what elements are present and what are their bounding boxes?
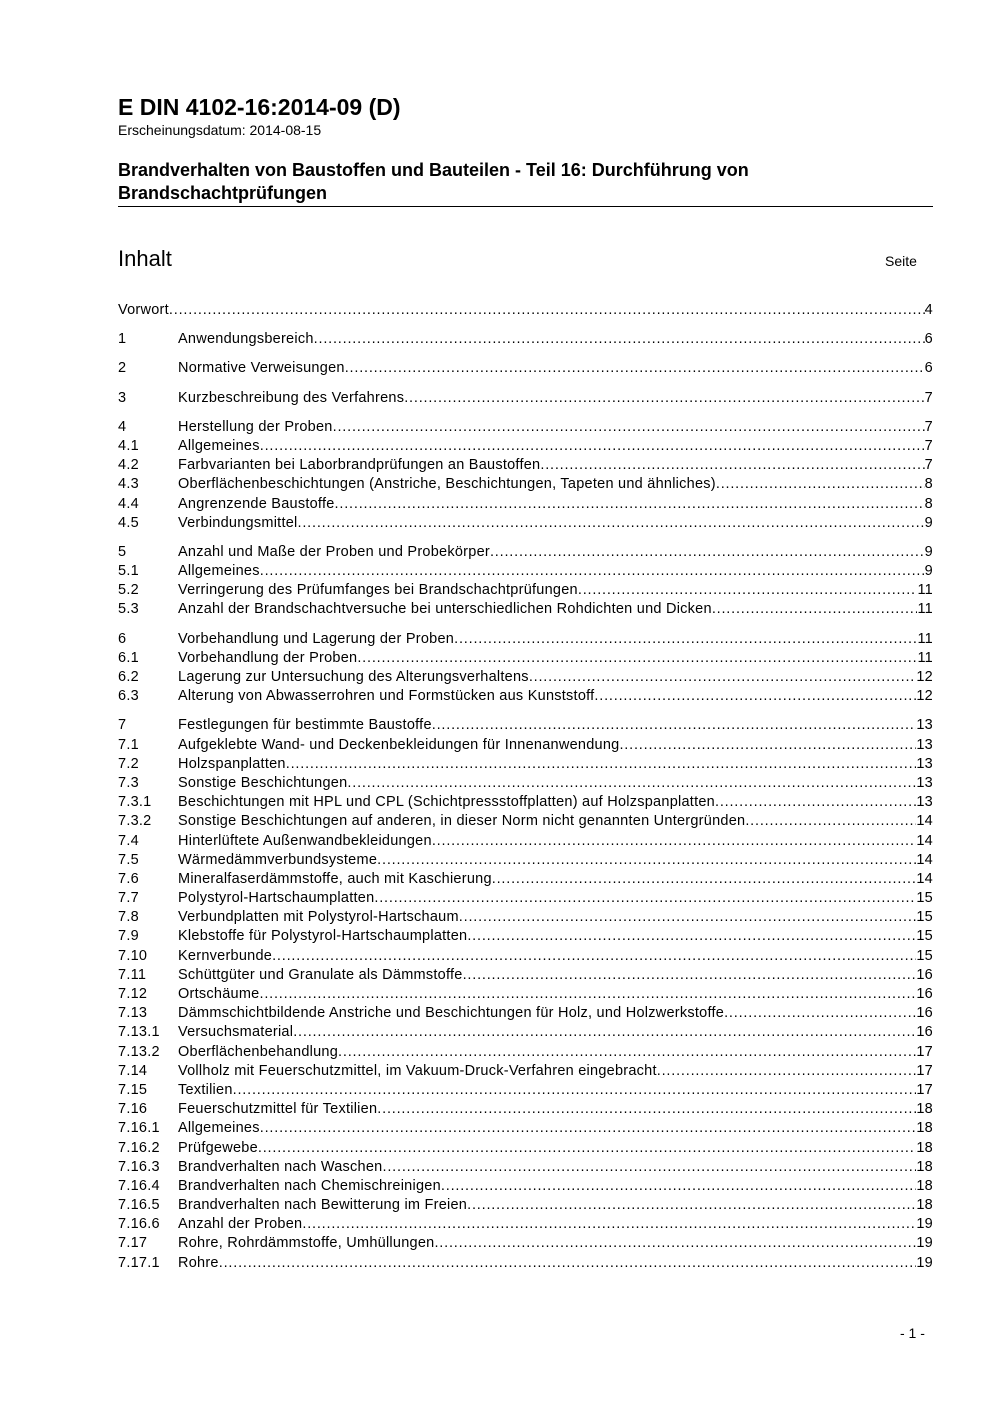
toc-entry-number: 7.16.3 — [118, 1158, 160, 1175]
toc-entry-title: Rohre, Rohrdämmstoffe, Umhüllungen — [178, 1235, 435, 1252]
toc-dot-leader — [724, 1004, 916, 1023]
toc-entry[interactable] — [118, 330, 933, 349]
toc-entry[interactable] — [118, 851, 933, 870]
toc-entry[interactable] — [118, 600, 933, 619]
toc-entry-number: 7.16.2 — [118, 1139, 160, 1156]
toc-dot-leader — [293, 1023, 916, 1042]
toc-entry-title: Lagerung zur Untersuchung des Alterungsverhaltens — [178, 669, 529, 685]
toc-entry-line — [178, 1139, 933, 1158]
toc-entry[interactable] — [118, 301, 933, 320]
toc-entry-number: 7.10 — [118, 947, 148, 964]
toc-entry-title: Schüttgüter und Granulate als Dämmstoffe — [178, 966, 463, 983]
toc-entry-line — [178, 359, 933, 378]
toc-entry-number: 7.2 — [118, 755, 139, 772]
toc-dot-leader — [260, 1119, 917, 1138]
toc-entry-page: 14 — [916, 870, 933, 887]
toc-entry-page: 7 — [924, 389, 933, 406]
toc-dot-leader — [258, 1139, 916, 1158]
toc-entry-line — [178, 927, 933, 946]
page-number: - 1 - — [900, 1325, 925, 1341]
toc-entry-page: 11 — [917, 649, 933, 666]
toc-entry-line — [178, 581, 933, 600]
toc-entry-number: 7.9 — [118, 928, 139, 945]
toc-entry-number: 7.13.2 — [118, 1043, 160, 1060]
toc-entry-line — [178, 418, 933, 437]
toc-dot-leader — [467, 927, 916, 946]
toc-entry-number: 7.13.1 — [118, 1024, 160, 1041]
toc-entry[interactable] — [118, 543, 933, 562]
toc-entry-title: Textilien — [178, 1081, 233, 1098]
toc-entry[interactable] — [118, 889, 933, 908]
toc-entry-number: 5.3 — [118, 601, 139, 618]
toc-entry-line — [178, 495, 933, 514]
toc-entry[interactable] — [118, 456, 933, 475]
toc-entry-page: 9 — [924, 543, 933, 560]
toc-dot-leader — [314, 330, 925, 349]
toc-entry-title: Vorwort — [118, 302, 169, 318]
toc-entry-title: Aufgeklebte Wand- und Deckenbekleidungen für Innenanwendung — [178, 736, 620, 753]
toc-entry-number: 7.3 — [118, 774, 139, 791]
toc-entry-page: 13 — [916, 717, 933, 734]
toc-entry[interactable] — [118, 389, 933, 408]
toc-entry-line — [178, 1254, 933, 1273]
toc-entry-page: 8 — [924, 495, 933, 512]
toc-entry-number: 7.5 — [118, 851, 139, 868]
toc-dot-leader — [233, 1081, 917, 1100]
toc-entry-page: 19 — [916, 1254, 933, 1271]
toc-dot-leader — [219, 1254, 917, 1273]
toc-entry-page: 15 — [916, 947, 933, 964]
publication-date: Erscheinungsdatum: 2014-08-15 — [118, 122, 322, 138]
toc-entry[interactable] — [118, 985, 933, 1004]
toc-entry-title: Prüfgewebe — [178, 1139, 258, 1156]
toc-entry-line — [178, 774, 933, 793]
document-title: Brandverhalten von Baustoffen und Bauteilen - Teil 16: Durchführung von Brandschachtprüfungen — [118, 160, 749, 203]
toc-entry-page: 16 — [916, 986, 933, 1002]
toc-entry[interactable] — [118, 716, 933, 735]
toc-entry-title: Angrenzende Baustoffe — [178, 495, 335, 512]
toc-entry-number: 7.7 — [118, 890, 139, 907]
toc-entry-title: Oberflächenbehandlung — [178, 1043, 339, 1060]
toc-dot-leader — [377, 851, 916, 870]
toc-dot-leader — [298, 514, 925, 533]
toc-entry[interactable] — [118, 736, 933, 755]
toc-entry[interactable] — [118, 870, 933, 889]
toc-entry-line — [178, 330, 933, 349]
toc-entry-line — [178, 947, 933, 966]
toc-entry-number: 7.16.4 — [118, 1177, 160, 1194]
toc-entry-line — [178, 736, 933, 755]
toc-entry-line — [178, 543, 933, 562]
toc-entry-title: Kernverbunde — [178, 947, 273, 964]
toc-entry-number: 1 — [118, 331, 127, 348]
toc-entry[interactable] — [118, 687, 933, 706]
toc-entry-number: 7.16.6 — [118, 1216, 160, 1233]
toc-entry-number: 7.1 — [118, 736, 139, 753]
toc-entry-page: 14 — [916, 813, 933, 830]
toc-entry-line — [178, 812, 933, 831]
toc-entry-line — [118, 301, 933, 320]
toc-entry[interactable] — [118, 359, 933, 378]
toc-entry-title: Alterung von Abwasserrohren und Formstücken aus Kunststoff — [178, 688, 595, 705]
toc-dot-leader — [529, 668, 917, 687]
toc-dot-leader — [338, 1043, 916, 1062]
toc-entry-number: 6.1 — [118, 649, 139, 666]
toc-entry-number: 4.1 — [118, 437, 139, 454]
toc-entry-title: Dämmschichtbildende Anstriche und Beschichtungen für Holz, und Holzwerkstoffe — [178, 1005, 725, 1022]
toc-entry-page: 19 — [916, 1235, 933, 1252]
toc-entry-page: 18 — [916, 1120, 933, 1137]
toc-entry-title: Versuchsmaterial — [178, 1024, 294, 1041]
toc-entry-line — [178, 851, 933, 870]
toc-dot-leader — [383, 1158, 917, 1177]
toc-entry-title: Festlegungen für bestimmte Baustoffe — [178, 717, 432, 734]
toc-entry-number: 7.4 — [118, 832, 139, 849]
toc-entry-title: Sonstige Beschichtungen auf anderen, in dieser Norm nicht genannten Untergründen — [178, 813, 746, 830]
toc-dot-leader — [463, 966, 917, 985]
toc-entry-title: Kurzbeschreibung des Verfahrens — [178, 389, 405, 406]
toc-entry-line — [178, 832, 933, 851]
toc-dot-leader — [712, 600, 918, 619]
toc-entry-page: 17 — [916, 1062, 933, 1079]
toc-entry[interactable] — [118, 1139, 933, 1158]
toc-entry-title: Vorbehandlung der Proben — [178, 649, 358, 666]
toc-entry-line — [178, 966, 933, 985]
toc-dot-leader — [492, 870, 917, 889]
toc-entry-number: 7.17 — [118, 1235, 148, 1252]
toc-entry-page: 6 — [924, 331, 933, 348]
toc-entry[interactable] — [118, 437, 933, 456]
toc-entry-title: Polystyrol-Hartschaumplatten — [178, 890, 375, 907]
toc-entry-number: 7 — [118, 717, 127, 734]
toc-dot-leader — [357, 649, 917, 668]
toc-entry-title: Allgemeines — [178, 1120, 260, 1137]
toc-entry-number: 6.2 — [118, 669, 139, 685]
toc-entry[interactable] — [118, 1119, 933, 1138]
toc-entry-line — [178, 668, 933, 687]
toc-entry[interactable] — [118, 581, 933, 600]
toc-entry-line — [178, 793, 933, 812]
document-id: E DIN 4102-16:2014-09 (D) — [118, 94, 401, 120]
toc-entry-number: 5 — [118, 543, 127, 560]
toc-dot-leader — [335, 495, 925, 514]
toc-entry[interactable] — [118, 1004, 933, 1023]
toc-entry-number: 5.2 — [118, 582, 139, 599]
toc-dot-leader — [434, 1234, 916, 1253]
toc-dot-leader — [260, 437, 925, 456]
toc-entry[interactable] — [118, 793, 933, 812]
toc-entry-line — [178, 716, 933, 735]
toc-entry[interactable] — [118, 1043, 933, 1062]
toc-page-column-label: Seite — [885, 253, 917, 269]
toc-entry-line — [178, 1215, 933, 1234]
toc-entry[interactable] — [118, 668, 933, 687]
toc-entry-number: 7.13 — [118, 1005, 148, 1022]
toc-entry-number: 7.3.1 — [118, 794, 152, 811]
toc-dot-leader — [272, 947, 916, 966]
toc-entry-page: 18 — [916, 1101, 933, 1118]
toc-entry-page: 16 — [916, 1024, 933, 1041]
toc-entry[interactable] — [118, 1062, 933, 1081]
toc-entry-line — [178, 1234, 933, 1253]
toc-entry-page: 9 — [924, 563, 933, 580]
toc-entry[interactable] — [118, 908, 933, 927]
toc-entry-line — [178, 755, 933, 774]
title-divider — [118, 206, 933, 207]
toc-entry[interactable] — [118, 755, 933, 774]
toc-entry-page: 13 — [916, 794, 933, 811]
toc-dot-leader — [594, 687, 916, 706]
toc-entry[interactable] — [118, 832, 933, 851]
toc-entry-page: 9 — [924, 514, 933, 531]
toc-entry-title: Verringerung des Prüfumfanges bei Brandschachtprüfungen — [178, 582, 578, 599]
toc-dot-leader — [169, 301, 925, 320]
toc-entry-line — [178, 630, 933, 649]
toc-entry-line — [178, 1177, 933, 1196]
toc-entry[interactable] — [118, 1215, 933, 1234]
toc-entry-page: 17 — [916, 1081, 933, 1098]
toc-dot-leader — [467, 1196, 916, 1215]
toc-entry-title: Brandverhalten nach Waschen — [178, 1158, 383, 1175]
toc-entry-page: 14 — [916, 851, 933, 868]
toc-entry-number: 7.6 — [118, 870, 139, 887]
toc-entry-page: 11 — [917, 582, 933, 599]
toc-entry[interactable] — [118, 1158, 933, 1177]
toc-dot-leader — [745, 812, 916, 831]
toc-entry-line — [178, 514, 933, 533]
toc-entry-line — [178, 1100, 933, 1119]
toc-entry-number: 7.3.2 — [118, 813, 152, 830]
toc-dot-leader — [377, 1100, 916, 1119]
toc-entry-number: 7.8 — [118, 909, 139, 926]
toc-dot-leader — [716, 475, 925, 494]
toc-dot-leader — [286, 755, 917, 774]
toc-entry-title: Anzahl der Proben — [178, 1216, 303, 1233]
toc-heading: Inhalt — [118, 246, 172, 271]
toc-entry-page: 14 — [916, 832, 933, 849]
toc-entry-title: Brandverhalten nach Chemischreinigen — [178, 1177, 441, 1194]
toc-entry-page: 7 — [924, 418, 933, 435]
toc-dot-leader — [490, 543, 925, 562]
toc-entry[interactable] — [118, 1081, 933, 1100]
toc-entry[interactable] — [118, 1177, 933, 1196]
toc-dot-leader — [260, 562, 925, 581]
toc-entry[interactable] — [118, 630, 933, 649]
toc-entry-number: 3 — [118, 389, 127, 406]
toc-entry-line — [178, 1196, 933, 1215]
toc-entry[interactable] — [118, 495, 933, 514]
toc-entry-page: 13 — [916, 736, 933, 753]
toc-entry-line — [178, 1062, 933, 1081]
toc-entry-number: 5.1 — [118, 563, 139, 580]
toc-entry-page: 19 — [916, 1216, 933, 1233]
toc-dot-leader — [619, 736, 916, 755]
toc-entry-page: 11 — [917, 601, 933, 618]
toc-entry-number: 7.16.1 — [118, 1120, 160, 1137]
toc-entry-number: 7.16.5 — [118, 1197, 160, 1214]
toc-entry-title: Verbundplatten mit Polystyrol-Hartschaum — [178, 909, 459, 926]
toc-entry[interactable] — [118, 927, 933, 946]
toc-entry-title: Anzahl der Brandschachtversuche bei unterschiedlichen Rohdichten und Dicken — [178, 601, 712, 618]
toc-entry-title: Rohre — [178, 1254, 219, 1271]
toc-dot-leader — [715, 793, 916, 812]
toc-entry-number: 6 — [118, 630, 127, 647]
table-of-contents — [118, 301, 933, 1273]
toc-dot-leader — [432, 832, 917, 851]
toc-entry-title: Farbvarianten bei Laborbrandprüfungen an Baustoffen — [178, 457, 541, 474]
toc-dot-leader — [459, 908, 917, 927]
toc-dot-leader — [345, 359, 925, 378]
toc-dot-leader — [404, 389, 924, 408]
toc-entry-title: Anwendungsbereich — [178, 331, 314, 348]
toc-entry-page: 16 — [916, 966, 933, 983]
toc-dot-leader — [333, 418, 925, 437]
toc-entry[interactable] — [118, 1234, 933, 1253]
toc-entry-title: Vollholz mit Feuerschutzmittel, im Vakuum-Druck-Verfahren eingebracht — [178, 1062, 657, 1079]
toc-entry-title: Anzahl und Maße der Proben und Probekörper — [178, 543, 490, 560]
toc-entry[interactable] — [118, 418, 933, 437]
toc-entry-line — [178, 389, 933, 408]
toc-entry-line — [178, 1081, 933, 1100]
toc-entry-title: Vorbehandlung und Lagerung der Proben — [178, 630, 455, 647]
toc-entry-line — [178, 1043, 933, 1062]
toc-entry-line — [178, 475, 933, 494]
toc-entry-number: 7.11 — [118, 966, 147, 983]
toc-entry-title: Klebstoffe für Polystyrol-Hartschaumplatten — [178, 928, 468, 945]
toc-entry-line — [178, 1158, 933, 1177]
toc-entry-title: Sonstige Beschichtungen — [178, 774, 348, 791]
toc-entry-title: Allgemeines — [178, 563, 260, 580]
toc-entry-page: 13 — [916, 774, 933, 791]
toc-entry-page: 12 — [916, 688, 933, 705]
toc-entry-title: Verbindungsmittel — [178, 514, 298, 531]
toc-entry-page: 7 — [924, 437, 933, 454]
toc-entry-number: 4.3 — [118, 476, 139, 493]
toc-entry-line — [178, 562, 933, 581]
toc-dot-leader — [441, 1177, 916, 1196]
toc-entry-line — [178, 1023, 933, 1042]
toc-entry[interactable] — [118, 774, 933, 793]
toc-entry-page: 18 — [916, 1139, 933, 1156]
toc-dot-leader — [259, 985, 916, 1004]
toc-entry-number: 4 — [118, 418, 127, 435]
toc-entry-line — [178, 870, 933, 889]
toc-dot-leader — [454, 630, 917, 649]
toc-entry-line — [178, 908, 933, 927]
toc-entry-page: 15 — [916, 890, 933, 907]
toc-entry-title: Hinterlüftete Außenwandbekleidungen — [178, 832, 432, 849]
toc-entry-title: Normative Verweisungen — [178, 360, 345, 377]
toc-entry-line — [178, 1004, 933, 1023]
toc-entry-page: 18 — [916, 1177, 933, 1194]
toc-entry[interactable] — [118, 812, 933, 831]
toc-entry[interactable] — [118, 475, 933, 494]
toc-entry-title: Brandverhalten nach Bewitterung im Freien — [178, 1197, 468, 1214]
toc-entry-page: 8 — [924, 476, 933, 493]
toc-entry-title: Mineralfaserdämmstoffe, auch mit Kaschierung — [178, 870, 492, 887]
toc-entry-line — [178, 456, 933, 475]
toc-entry[interactable] — [118, 1023, 933, 1042]
toc-entry-number: 7.14 — [118, 1062, 148, 1079]
toc-entry-page: 6 — [924, 360, 933, 377]
toc-dot-leader — [432, 716, 917, 735]
toc-entry-title: Oberflächenbeschichtungen (Anstriche, Beschichtungen, Tapeten und ähnliches) — [178, 476, 716, 493]
toc-entry-title: Wärmedämmverbundsysteme — [178, 851, 378, 868]
toc-entry-line — [178, 889, 933, 908]
toc-entry-line — [178, 649, 933, 668]
toc-entry-title: Herstellung der Proben — [178, 418, 333, 435]
toc-entry[interactable] — [118, 562, 933, 581]
toc-entry-number: 4.2 — [118, 457, 139, 474]
toc-entry-number: 2 — [118, 360, 127, 377]
toc-entry-line — [178, 1119, 933, 1138]
toc-dot-leader — [540, 456, 924, 475]
toc-entry-number: 7.17.1 — [118, 1254, 160, 1271]
toc-entry-page: 18 — [916, 1197, 933, 1214]
toc-entry-title: Feuerschutzmittel für Textilien — [178, 1101, 378, 1118]
toc-entry-page: 12 — [916, 669, 933, 685]
toc-entry[interactable] — [118, 649, 933, 668]
toc-entry-number: 7.15 — [118, 1081, 148, 1098]
toc-dot-leader — [374, 889, 916, 908]
toc-entry-line — [178, 985, 933, 1004]
toc-entry-number: 7.16 — [118, 1101, 148, 1118]
toc-entry-title: Beschichtungen mit HPL und CPL (Schichtpressstoffplatten) auf Holzspanplatten — [178, 794, 715, 811]
toc-entry-page: 7 — [924, 457, 933, 474]
toc-entry-page: 13 — [916, 755, 933, 772]
toc-entry-page: 11 — [917, 630, 933, 647]
toc-entry-title: Holzspanplatten — [178, 755, 286, 772]
toc-entry[interactable] — [118, 1100, 933, 1119]
toc-entry[interactable] — [118, 947, 933, 966]
toc-dot-leader — [302, 1215, 916, 1234]
toc-entry-page: 4 — [924, 302, 933, 318]
toc-entry-page: 15 — [916, 909, 933, 926]
toc-entry[interactable] — [118, 966, 933, 985]
toc-dot-leader — [347, 774, 916, 793]
toc-entry-number: 4.5 — [118, 514, 139, 531]
toc-entry-page: 17 — [916, 1043, 933, 1060]
toc-entry-line — [178, 687, 933, 706]
toc-entry-title: Ortschäume — [178, 986, 260, 1002]
toc-entry-line — [178, 600, 933, 619]
toc-entry[interactable] — [118, 514, 933, 533]
toc-dot-leader — [578, 581, 918, 600]
toc-entry-number: 7.12 — [118, 986, 148, 1002]
toc-entry[interactable] — [118, 1196, 933, 1215]
toc-entry-line — [178, 437, 933, 456]
toc-entry-title: Allgemeines — [178, 437, 260, 454]
toc-entry-page: 18 — [916, 1158, 933, 1175]
toc-entry[interactable] — [118, 1254, 933, 1273]
toc-entry-number: 4.4 — [118, 495, 139, 512]
toc-dot-leader — [657, 1062, 917, 1081]
toc-entry-page: 15 — [916, 928, 933, 945]
toc-entry-page: 16 — [916, 1005, 933, 1022]
toc-entry-number: 6.3 — [118, 688, 139, 705]
